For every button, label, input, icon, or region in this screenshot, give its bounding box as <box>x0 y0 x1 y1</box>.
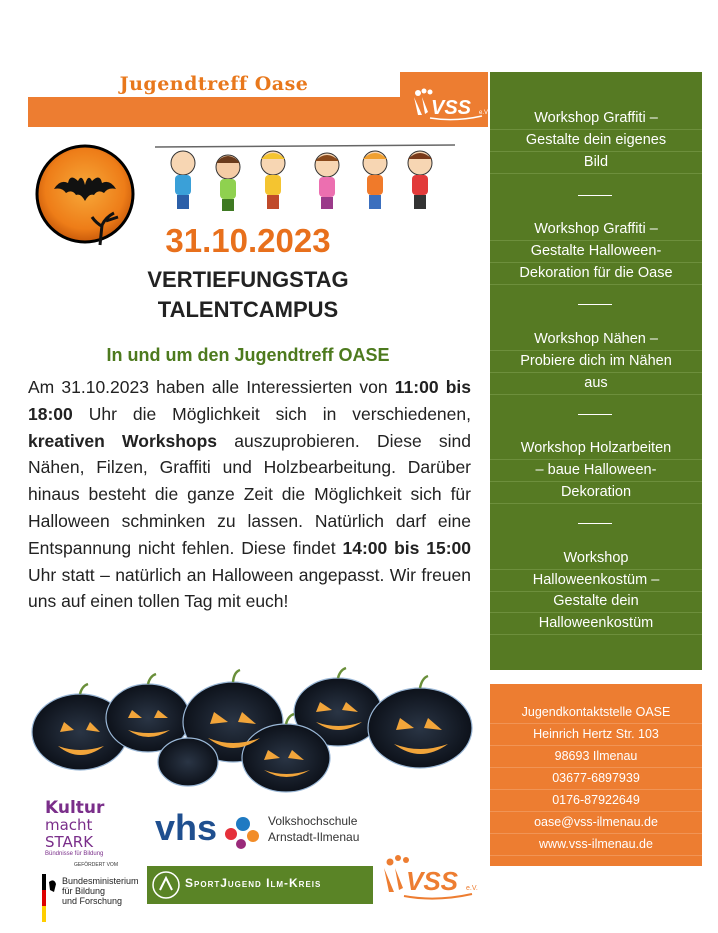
kultur-macht-stark-logo: Kultur macht STARK Bündnisse für Bildung <box>45 798 105 857</box>
workshop-4-line2: – baue Halloween- <box>490 460 702 482</box>
contact-city: 98693 Ilmenau <box>490 746 702 768</box>
workshop-1-line1: Workshop Graffiti – <box>490 108 702 130</box>
workshop-3-line3: aus <box>490 373 702 395</box>
location-heading: In und um den Jugendtreff OASE <box>106 345 390 365</box>
workshop-2-line3: Dekoration für die Oase <box>490 263 702 285</box>
event-date: 31.10.2023 <box>165 222 331 259</box>
vss-header-logo <box>400 72 488 127</box>
svg-text:VSS: VSS <box>406 866 459 896</box>
workshop-5-line4: Halloweenkostüm <box>490 613 702 635</box>
sportjugend-logo: SportJugend Ilm-Kreis <box>147 866 373 904</box>
separator <box>578 195 612 196</box>
workshop-2-line2: Gestalte Halloween- <box>490 241 702 263</box>
event-title-line1: VERTIEFUNGSTAG <box>147 267 349 292</box>
workshop-1-line3: Bild <box>490 152 702 174</box>
contact-street: Heinrich Hertz Str. 103 <box>490 724 702 746</box>
workshop-2-line1: Workshop Graffiti – <box>490 219 702 241</box>
vhs-logo: vhs Volkshochschule Arnstadt-Ilmenau <box>155 807 360 848</box>
svg-text:e.V.: e.V. <box>479 110 490 116</box>
contact-org: Jugendkontaktstelle OASE <box>490 702 702 724</box>
workshop-5-line3: Gestalte dein <box>490 591 702 613</box>
workshop-4-line3: Dekoration <box>490 482 702 504</box>
workshop-3-line2: Probiere dich im Nähen <box>490 351 702 373</box>
separator <box>578 523 612 524</box>
contact-phone[interactable]: 03677-6897939 <box>490 768 702 790</box>
header-title: Jugendtreff Oase <box>119 73 309 95</box>
workshop-sidebar <box>490 72 702 670</box>
workshop-5-line2: Halloweenkostüm – <box>490 570 702 592</box>
svg-text:e.V.: e.V. <box>466 885 478 892</box>
contact-mobile[interactable]: 0176-87922649 <box>490 790 702 812</box>
workshop-4-line1: Workshop Holzarbeiten <box>490 438 702 460</box>
bmbf-logo: GEFÖRDERT VOM Bundesministerium für Bildung und Forschung <box>38 862 138 924</box>
hanging-kids-illustration <box>155 143 455 215</box>
contact-email[interactable]: oase@vss-ilmenau.de <box>490 812 702 834</box>
contact-website[interactable]: www.vss-ilmenau.de <box>490 834 702 856</box>
workshop-3-line1: Workshop Nähen – <box>490 329 702 351</box>
pumpkins-illustration <box>28 660 478 795</box>
separator <box>578 414 612 415</box>
separator <box>578 304 612 305</box>
workshop-1-line2: Gestalte dein eigenes <box>490 130 702 152</box>
svg-text:VSS: VSS <box>431 97 472 119</box>
event-description: Am 31.10.2023 haben alle Interessierten von 11:00 bis 18:00 Uhr die Möglichkeit sich in verschiedenen, kreativen Workshops auszuprobieren. Diese sind Nähen, Filzen, Graffiti und Holzbearbeitung. Darüber hinaus besteht die ganze Zeit die Möglichkeit sich für Halloween schminken zu lassen. Natürlich darf eine Entspannung nicht fehlen. Diese findet 14:00 bis 15:00 Uhr statt – natürlich an Halloween angepasst. Wir freuen uns auf einen tollen Tag mit euch! <box>28 377 471 612</box>
workshop-5-line1: Workshop <box>490 548 702 570</box>
vss-footer-logo <box>378 848 478 904</box>
header-orange-band <box>28 97 400 127</box>
event-title-line2: TALENTCAMPUS <box>157 297 339 322</box>
contact-box <box>490 684 702 866</box>
